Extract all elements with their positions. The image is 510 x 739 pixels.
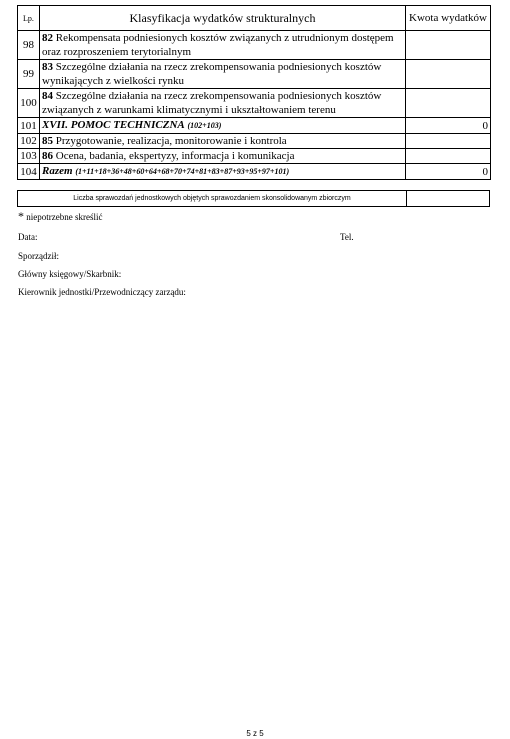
- table-row: [18, 118, 491, 134]
- row-description: [40, 31, 406, 60]
- report-count-value[interactable]: [407, 191, 489, 206]
- page-number: 5 z 5: [246, 729, 264, 738]
- report-count-label: Liczba sprawozdań jednostkowych objętych sprawozdaniem skonsolidowanym zbiorczym: [18, 191, 407, 206]
- row-lp: 102: [18, 134, 40, 149]
- row-text: Przygotowanie, realizacja, monitorowanie i kontrola: [55, 135, 287, 147]
- row-number: 86: [42, 150, 53, 162]
- unit-head-label: Kierownik jednostki/Przewodniczący zarządu:: [18, 287, 186, 297]
- table-row-total: [18, 164, 491, 180]
- row-text: Rekompensata podniesionych kosztów związanych z utrudnionym dostępem oraz rozproszeniem terytorialnym: [42, 32, 394, 58]
- row-amount[interactable]: [406, 149, 491, 164]
- header-classification: Klasyfikacja wydatków strukturalnych: [40, 6, 406, 31]
- row-formula: (1+11+18+36+48+60+64+68+70+74+81+83+87+93+95+97+101): [75, 167, 290, 176]
- row-number: 83: [42, 61, 53, 73]
- row-text: Ocena, badania, ekspertyzy, informacja i komunikacja: [55, 150, 295, 162]
- row-amount[interactable]: [406, 31, 491, 60]
- row-lp: 100: [18, 89, 40, 118]
- row-description: [40, 60, 406, 89]
- row-lp: 98: [18, 31, 40, 60]
- row-lp: 104: [18, 164, 40, 180]
- row-lp: 103: [18, 149, 40, 164]
- row-description: [40, 118, 406, 134]
- row-amount[interactable]: 0: [406, 118, 491, 134]
- row-text: Szczególne działania na rzecz zrekompensowania podniesionych kosztów związanych z warunkami klimatycznymi i ukształtowaniem terenu: [42, 90, 382, 116]
- row-text: Szczególne działania na rzecz zrekompensowania podniesionych kosztów wynikających z wielkości rynku: [42, 61, 382, 87]
- total-label: Razem: [42, 165, 73, 177]
- footnote-star: *: [18, 209, 24, 223]
- row-number: 82: [42, 32, 53, 44]
- row-number: 84: [42, 90, 53, 102]
- chief-accountant-label: Główny księgowy/Skarbnik:: [18, 269, 122, 279]
- row-amount[interactable]: [406, 134, 491, 149]
- table-row: [18, 149, 491, 164]
- prepared-by-label: Sporządził:: [18, 251, 59, 261]
- row-formula: (102+103): [187, 121, 222, 130]
- section-title: XVII. POMOC TECHNICZNA: [42, 119, 185, 131]
- expenditure-table: [17, 5, 491, 180]
- row-description: [40, 164, 406, 180]
- header-lp: Lp.: [18, 6, 40, 31]
- table-row: [18, 31, 491, 60]
- table-header-row: [18, 6, 491, 31]
- table-row: [18, 89, 491, 118]
- report-count-box: [17, 190, 490, 207]
- row-lp: 101: [18, 118, 40, 134]
- row-number: 85: [42, 135, 53, 147]
- date-label: Data:: [18, 232, 38, 242]
- footnote-text: niepotrzebne skreślić: [26, 212, 103, 222]
- tel-label: Tel.: [340, 232, 354, 242]
- footnote: [18, 209, 102, 224]
- row-amount[interactable]: [406, 89, 491, 118]
- row-description: [40, 149, 406, 164]
- table-row: [18, 60, 491, 89]
- row-description: [40, 89, 406, 118]
- row-lp: 99: [18, 60, 40, 89]
- row-description: [40, 134, 406, 149]
- table-row: [18, 134, 491, 149]
- row-amount[interactable]: [406, 60, 491, 89]
- row-amount[interactable]: 0: [406, 164, 491, 180]
- header-amount: Kwota wydatków: [406, 6, 491, 31]
